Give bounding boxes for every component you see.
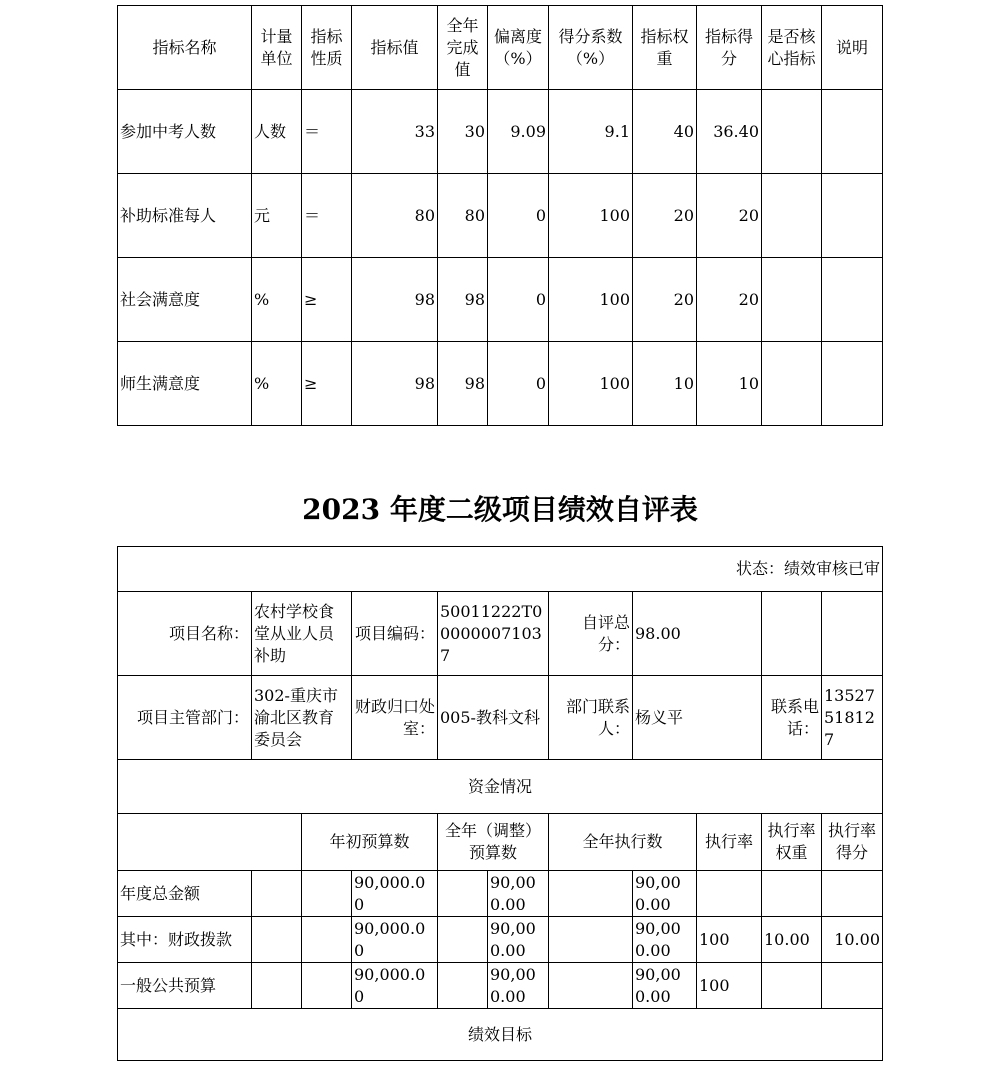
- project-name-label: 项目名称：: [118, 592, 252, 676]
- dept-label: 项目主管部门：: [118, 676, 252, 760]
- blank-cell: [438, 871, 488, 917]
- header-weight: 指标权重: [633, 6, 697, 90]
- blank-cell: [549, 917, 633, 963]
- dept-value: 302-重庆市渝北区教育委员会: [252, 676, 352, 760]
- header-deviation: 偏离度（%）: [488, 6, 549, 90]
- fund-header-initial: 年初预算数: [302, 814, 438, 871]
- project-name-value: 农村学校食堂从业人员补助: [252, 592, 352, 676]
- fund-header-rate: 执行率: [697, 814, 762, 871]
- indicator-actual: 80: [438, 174, 488, 258]
- indicator-table: [117, 5, 883, 426]
- indicator-header-row: [118, 6, 883, 90]
- indicator-core: [762, 342, 822, 426]
- indicator-nature: ≥: [302, 342, 352, 426]
- indicator-note: [822, 90, 883, 174]
- blank-cell: [252, 871, 302, 917]
- table-row: [118, 258, 883, 342]
- blank-cell: [302, 963, 352, 1009]
- indicator-core: [762, 174, 822, 258]
- table-row: [118, 174, 883, 258]
- fund-score: 10.00: [822, 917, 883, 963]
- fund-header-adjusted: 全年（调整）预算数: [438, 814, 549, 871]
- goals-section-header: 绩效目标: [118, 1009, 883, 1061]
- fund-score: [822, 871, 883, 917]
- indicator-deviation: 0: [488, 258, 549, 342]
- fund-row-label: 其中：财政拨款: [118, 917, 252, 963]
- fund-initial: 90,000.00: [352, 871, 438, 917]
- indicator-coef: 100: [549, 342, 633, 426]
- fund-adjusted: 90,000.00: [488, 963, 549, 1009]
- fund-weight: [762, 871, 822, 917]
- fund-adjusted: 90,000.00: [488, 917, 549, 963]
- fund-initial: 90,000.00: [352, 963, 438, 1009]
- table-row: [118, 917, 883, 963]
- indicator-target: 80: [352, 174, 438, 258]
- fund-executed: 90,000.00: [633, 871, 697, 917]
- fund-rate: 100: [697, 963, 762, 1009]
- finance-label: 财政归口处室：: [352, 676, 438, 760]
- fund-header-score: 执行率得分: [822, 814, 883, 871]
- indicator-core: [762, 258, 822, 342]
- indicator-target: 33: [352, 90, 438, 174]
- header-core: 是否核心指标: [762, 6, 822, 90]
- header-indicator-name: 指标名称: [118, 6, 252, 90]
- contact-label: 部门联系人：: [549, 676, 633, 760]
- header-nature: 指标性质: [302, 6, 352, 90]
- table-row: [118, 871, 883, 917]
- blank-cell: [118, 814, 302, 871]
- fund-rate: [697, 871, 762, 917]
- page-title: 2023 年度二级项目绩效自评表: [302, 493, 698, 526]
- fund-header-executed: 全年执行数: [549, 814, 697, 871]
- fund-adjusted: 90,000.00: [488, 871, 549, 917]
- indicator-score: 10: [697, 342, 762, 426]
- fund-initial: 90,000.00: [352, 917, 438, 963]
- fund-executed: 90,000.00: [633, 917, 697, 963]
- indicator-weight: 20: [633, 258, 697, 342]
- table-row: [118, 963, 883, 1009]
- indicator-coef: 9.1: [549, 90, 633, 174]
- indicator-deviation: 9.09: [488, 90, 549, 174]
- self-score-value: 98.00: [633, 592, 762, 676]
- blank-cell: [252, 917, 302, 963]
- indicator-deviation: 0: [488, 174, 549, 258]
- phone-value: 13527518127: [822, 676, 883, 760]
- indicator-unit: %: [252, 342, 302, 426]
- table-row: [118, 90, 883, 174]
- evaluation-table: [117, 546, 883, 1061]
- fund-score: [822, 963, 883, 1009]
- indicator-actual: 98: [438, 258, 488, 342]
- indicator-note: [822, 258, 883, 342]
- header-note: 说明: [822, 6, 883, 90]
- indicator-weight: 20: [633, 174, 697, 258]
- indicator-target: 98: [352, 258, 438, 342]
- indicator-nature: ≥: [302, 258, 352, 342]
- header-target: 指标值: [352, 6, 438, 90]
- indicator-nature: ＝: [302, 174, 352, 258]
- indicator-weight: 10: [633, 342, 697, 426]
- blank-cell: [302, 917, 352, 963]
- fund-rate: 100: [697, 917, 762, 963]
- header-score: 指标得分: [697, 6, 762, 90]
- indicator-core: [762, 90, 822, 174]
- fund-header-weight: 执行率权重: [762, 814, 822, 871]
- indicator-target: 98: [352, 342, 438, 426]
- indicator-score: 20: [697, 258, 762, 342]
- finance-value: 005-教科文科: [438, 676, 549, 760]
- header-coef: 得分系数（%）: [549, 6, 633, 90]
- indicator-weight: 40: [633, 90, 697, 174]
- indicator-name: 社会满意度: [118, 258, 252, 342]
- blank-cell: [822, 592, 883, 676]
- indicator-unit: %: [252, 258, 302, 342]
- indicator-unit: 元: [252, 174, 302, 258]
- indicator-coef: 100: [549, 258, 633, 342]
- indicator-name: 参加中考人数: [118, 90, 252, 174]
- indicator-unit: 人数: [252, 90, 302, 174]
- indicator-actual: 30: [438, 90, 488, 174]
- table-row: [118, 342, 883, 426]
- blank-cell: [762, 592, 822, 676]
- fund-row-label: 年度总金额: [118, 871, 252, 917]
- indicator-coef: 100: [549, 174, 633, 258]
- phone-label: 联系电话：: [762, 676, 822, 760]
- project-code-label: 项目编码：: [352, 592, 438, 676]
- blank-cell: [252, 963, 302, 1009]
- indicator-score: 20: [697, 174, 762, 258]
- blank-cell: [549, 963, 633, 1009]
- fund-row-label: 一般公共预算: [118, 963, 252, 1009]
- project-code-value: 50011222T000000071037: [438, 592, 549, 676]
- blank-cell: [549, 871, 633, 917]
- indicator-actual: 98: [438, 342, 488, 426]
- status-text: 状态：绩效审核已审: [118, 547, 883, 592]
- fund-executed: 90,000.00: [633, 963, 697, 1009]
- funds-section-header: 资金情况: [118, 760, 883, 814]
- indicator-name: 师生满意度: [118, 342, 252, 426]
- fund-weight: 10.00: [762, 917, 822, 963]
- indicator-nature: ＝: [302, 90, 352, 174]
- indicator-deviation: 0: [488, 342, 549, 426]
- contact-value: 杨义平: [633, 676, 762, 760]
- blank-cell: [302, 871, 352, 917]
- header-unit: 计量单位: [252, 6, 302, 90]
- indicator-note: [822, 342, 883, 426]
- self-score-label: 自评总分：: [549, 592, 633, 676]
- blank-cell: [438, 917, 488, 963]
- fund-weight: [762, 963, 822, 1009]
- indicator-note: [822, 174, 883, 258]
- indicator-score: 36.40: [697, 90, 762, 174]
- header-actual: 全年完成值: [438, 6, 488, 90]
- indicator-name: 补助标准每人: [118, 174, 252, 258]
- blank-cell: [438, 963, 488, 1009]
